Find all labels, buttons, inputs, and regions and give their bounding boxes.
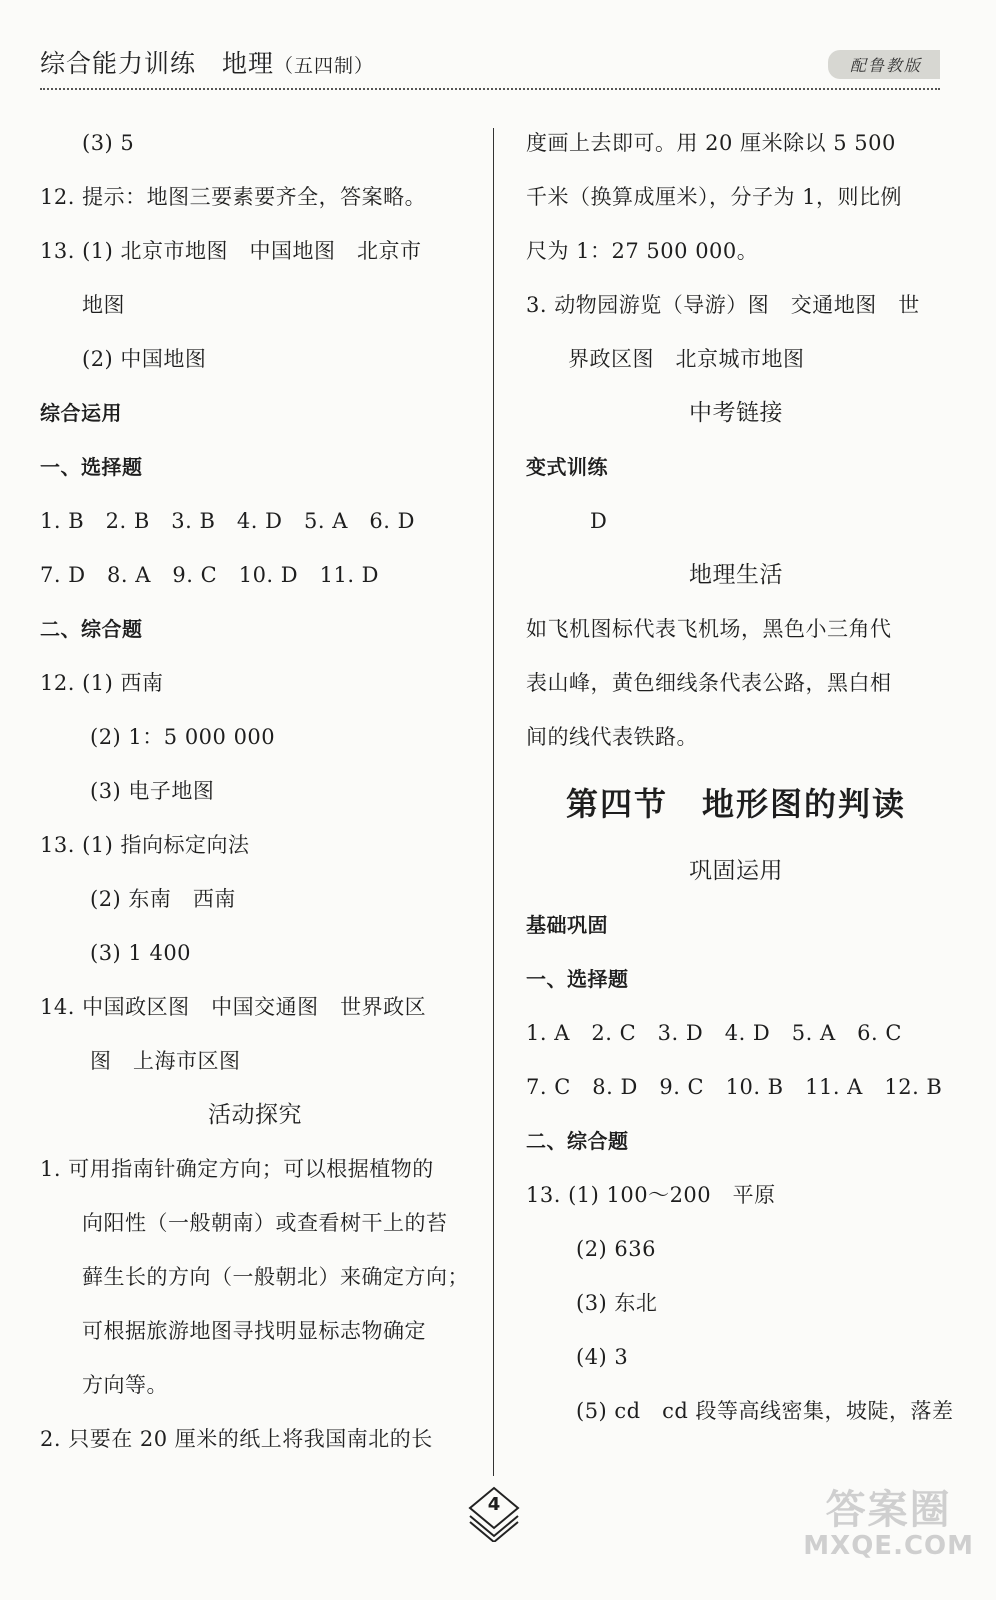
answer-line: D (590, 509, 608, 533)
answer-line: (3) 1 400 (90, 941, 192, 965)
answer-line: 可根据旅游地图寻找明显标志物确定 (82, 1319, 426, 1343)
section-heading: 活动探究 (208, 1102, 302, 1128)
answer-line: 向阳性（一般朝南）或查看树干上的苔 (82, 1211, 448, 1235)
answer-line: 尺为 1：27 500 000。 (526, 239, 759, 263)
section-title: 第四节 地形图的判读 (565, 785, 906, 823)
answer-line: (2) 636 (576, 1237, 657, 1261)
answer-line: 1. 可用指南针确定方向；可以根据植物的 (40, 1157, 434, 1181)
answer-line: 图 上海市区图 (90, 1049, 241, 1073)
answer-line: 表山峰，黄色细线条代表公路，黑白相 (526, 671, 892, 695)
answer-line: 地图 (82, 293, 125, 317)
answer-line: 12. 提示：地图三要素要齐全，答案略。 (40, 185, 427, 209)
answer-line: 间的线代表铁路。 (526, 725, 698, 749)
section-heading: 二、综合题 (40, 617, 143, 641)
answer-line: 1. B 2. B 3. B 4. D 5. A 6. D (40, 509, 415, 533)
section-heading: 地理生活 (689, 562, 783, 588)
edition-badge: 配鲁教版 (828, 50, 940, 79)
answer-line: 13. (1) 100～200 平原 (526, 1183, 776, 1207)
page-number-badge (466, 1486, 522, 1542)
section-heading: 二、综合题 (526, 1129, 629, 1153)
header-divider (40, 88, 940, 90)
watermark-url: MXQE.COM (803, 1531, 974, 1561)
section-heading: 一、选择题 (526, 967, 629, 991)
answer-line: 如飞机图标代表飞机场，黑色小三角代 (526, 617, 892, 641)
page-header (40, 44, 940, 84)
section-heading: 中考链接 (689, 400, 783, 426)
section-heading: 一、选择题 (40, 455, 143, 479)
section-heading: 基础巩固 (526, 913, 608, 937)
answer-line: (3) 东北 (576, 1291, 658, 1315)
answer-line: (3) 5 (82, 131, 135, 155)
section-heading: 变式训练 (526, 455, 608, 479)
answer-line: (2) 中国地图 (82, 347, 207, 371)
answer-line: 藓生长的方向（一般朝北）来确定方向； (82, 1265, 469, 1289)
column-divider (493, 128, 494, 1476)
answer-line: 2. 只要在 20 厘米的纸上将我国南北的长 (40, 1427, 433, 1451)
answer-line: 1. A 2. C 3. D 4. D 5. A 6. C (526, 1021, 902, 1045)
answer-line: (2) 东南 西南 (90, 887, 236, 911)
answer-line: 3. 动物园游览（导游）图 交通地图 世 (526, 293, 920, 317)
answer-line: 千米（换算成厘米），分子为 1，则比例 (526, 185, 903, 209)
answer-line: 7. D 8. A 9. C 10. D 11. D (40, 563, 380, 587)
answer-line: 方向等。 (82, 1373, 168, 1397)
section-heading: 巩固运用 (689, 858, 783, 884)
left-column (40, 116, 470, 1466)
answer-line: 12. (1) 西南 (40, 671, 164, 695)
watermark-text: 答案圈 (825, 1487, 952, 1533)
answer-line: (5) cd cd 段等高线密集，坡陡，落差 (576, 1399, 954, 1423)
answer-line: (2) 1：5 000 000 (90, 725, 276, 749)
book-title (40, 44, 374, 80)
answer-line: 度画上去即可。用 20 厘米除以 5 500 (526, 131, 896, 155)
answer-line: 界政区图 北京城市地图 (568, 347, 805, 371)
answer-line: 13. (1) 指向标定向法 (40, 833, 250, 857)
book-subtitle: （五四制） (274, 55, 375, 77)
answer-line: 14. 中国政区图 中国交通图 世界政区 (40, 995, 427, 1019)
watermark (803, 1488, 974, 1561)
section-heading: 综合运用 (40, 401, 122, 425)
right-column (526, 116, 954, 1438)
answer-line: 13. (1) 北京市地图 中国地图 北京市 (40, 239, 422, 263)
answer-line: 7. C 8. D 9. C 10. B 11. A 12. B (526, 1075, 943, 1099)
answer-line: (4) 3 (576, 1345, 629, 1369)
book-title-text: 综合能力训练 地理 (40, 49, 275, 78)
answer-line: (3) 电子地图 (90, 779, 215, 803)
page-number: 4 (487, 1494, 501, 1515)
